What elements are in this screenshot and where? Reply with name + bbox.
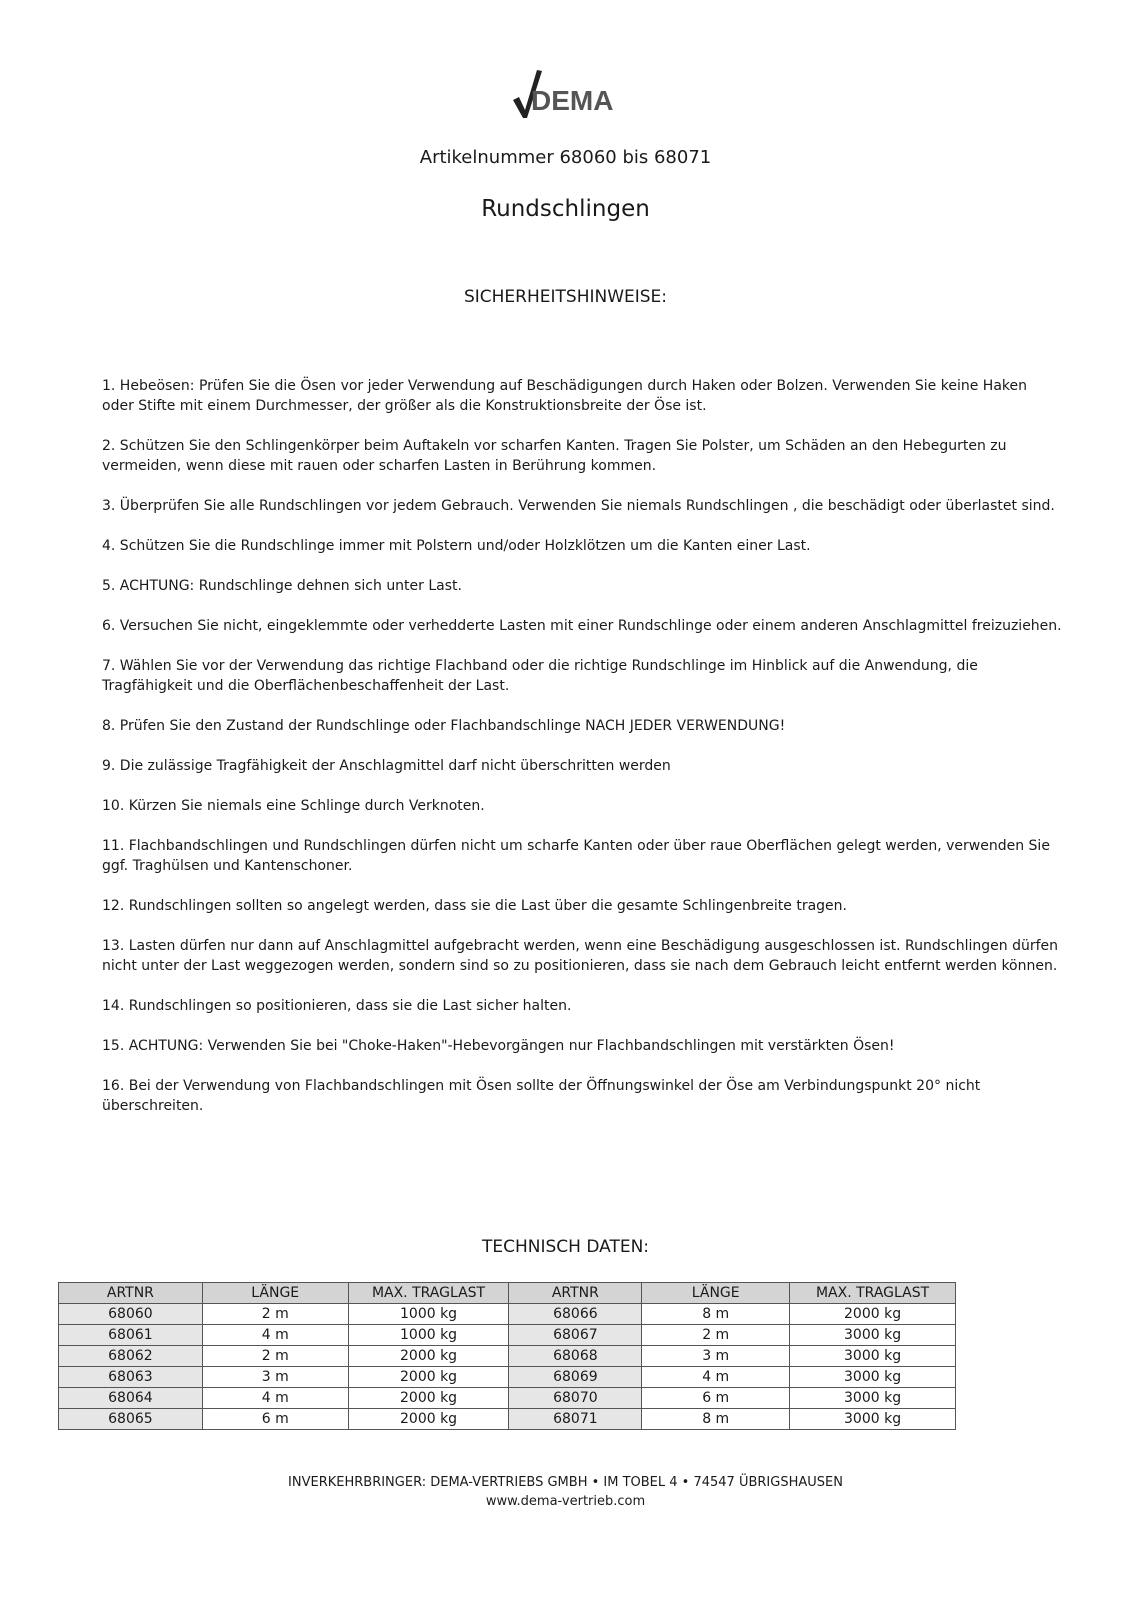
table-cell: 68063 — [59, 1367, 203, 1388]
table-cell: 2000 kg — [790, 1304, 956, 1325]
column-header: MAX. TRAGLAST — [348, 1283, 509, 1304]
table-cell: 1000 kg — [348, 1304, 509, 1325]
safety-note: 12. Rundschlingen sollten so angelegt werden, dass sie die Last über die gesamte Schlingenbreite tragen. — [102, 898, 847, 914]
safety-note: 13. Lasten dürfen nur dann auf Anschlagmittel aufgebracht werden, wenn eine Beschädigung ausgeschlossen ist. Rundschlingen dürfen nicht unter der Last weggezogen werden, sondern sind so zu positionieren, dass sie nach dem Gebrauch leicht entfernt werden können. — [102, 938, 1058, 974]
table-cell: 6 m — [202, 1409, 348, 1430]
table-cell: 8 m — [642, 1304, 790, 1325]
safety-note: 10. Kürzen Sie niemals eine Schlinge durch Verknoten. — [102, 798, 485, 814]
table-cell: 3000 kg — [790, 1388, 956, 1409]
safety-note: 9. Die zulässige Tragfähigkeit der Anschlagmittel darf nicht überschritten werden — [102, 758, 671, 774]
table-cell: 68069 — [509, 1367, 642, 1388]
dema-logo — [509, 66, 619, 126]
safety-note: 2. Schützen Sie den Schlingenkörper beim Auftakeln vor scharfen Kanten. Tragen Sie Polster, um Schäden an den Hebegurten zu vermeiden, wenn diese mit rauen oder scharfen Lasten in Berührung kommen. — [102, 438, 1007, 474]
table-cell: 68071 — [509, 1409, 642, 1430]
table-cell: 1000 kg — [348, 1325, 509, 1346]
table-cell: 3 m — [202, 1367, 348, 1388]
table-cell: 68064 — [59, 1388, 203, 1409]
table-cell: 68061 — [59, 1325, 203, 1346]
safety-title: SICHERHEITSHINWEISE: — [463, 287, 668, 307]
safety-notes — [102, 376, 1062, 1136]
safety-note: 5. ACHTUNG: Rundschlinge dehnen sich unter Last. — [102, 578, 462, 594]
safety-note: 11. Flachbandschlingen und Rundschlingen dürfen nicht um scharfe Kanten oder über raue Oberflächen gelegt werden, verwenden Sie ggf. Traghülsen und Kantenschoner. — [102, 838, 1050, 874]
table-cell: 68065 — [59, 1409, 203, 1430]
safety-note: 7. Wählen Sie vor der Verwendung das richtige Flachband oder die richtige Rundschlinge im Hinblick auf die Anwendung, die Tragfähigkeit und die Oberflächenbeschaffenheit der Last. — [102, 658, 978, 694]
table-cell: 3000 kg — [790, 1409, 956, 1430]
table-cell: 68067 — [509, 1325, 642, 1346]
table-header-row — [59, 1283, 956, 1304]
table-cell: 2000 kg — [348, 1388, 509, 1409]
table-cell: 4 m — [642, 1367, 790, 1388]
table-row — [59, 1367, 956, 1388]
table-cell: 3000 kg — [790, 1367, 956, 1388]
article-number: Artikelnummer 68060 bis 68071 — [419, 147, 712, 168]
table-cell: 2000 kg — [348, 1346, 509, 1367]
table-cell: 4 m — [202, 1325, 348, 1346]
table-cell: 4 m — [202, 1388, 348, 1409]
table-cell: 3 m — [642, 1346, 790, 1367]
column-header: ARTNR — [509, 1283, 642, 1304]
table-cell: 6 m — [642, 1388, 790, 1409]
footer-website: www.dema-vertrieb.com — [485, 1494, 646, 1509]
tech-title: TECHNISCH DATEN: — [481, 1237, 650, 1257]
column-header: LÄNGE — [202, 1283, 348, 1304]
table-cell: 68062 — [59, 1346, 203, 1367]
table-cell: 2000 kg — [348, 1409, 509, 1430]
tech-table — [58, 1282, 956, 1430]
column-header: ARTNR — [59, 1283, 203, 1304]
footer-address: INVERKEHRBRINGER: DEMA-VERTRIEBS GMBH • IM TOBEL 4 • 74547 ÜBRIGSHAUSEN — [288, 1475, 843, 1490]
logo-text: DEMA — [531, 85, 614, 116]
table-cell: 3000 kg — [790, 1346, 956, 1367]
table-row — [59, 1346, 956, 1367]
table-cell: 68068 — [509, 1346, 642, 1367]
table-row — [59, 1388, 956, 1409]
table-cell: 3000 kg — [790, 1325, 956, 1346]
table-cell: 68066 — [509, 1304, 642, 1325]
safety-note: 15. ACHTUNG: Verwenden Sie bei "Choke-Haken"-Hebevorgängen nur Flachbandschlingen mit verstärkten Ösen! — [102, 1038, 895, 1054]
table-cell: 2 m — [642, 1325, 790, 1346]
safety-note: 16. Bei der Verwendung von Flachbandschlingen mit Ösen sollte der Öffnungswinkel der Öse am Verbindungspunkt 20° nicht überschreiten. — [102, 1078, 981, 1114]
table-cell: 2 m — [202, 1346, 348, 1367]
safety-note: 1. Hebeösen: Prüfen Sie die Ösen vor jeder Verwendung auf Beschädigungen durch Haken oder Bolzen. Verwenden Sie keine Haken oder Stifte mit einem Durchmesser, der größer als die Konstruktionsbreite der Öse ist. — [102, 378, 1027, 414]
column-header: MAX. TRAGLAST — [790, 1283, 956, 1304]
column-header: LÄNGE — [642, 1283, 790, 1304]
table-cell: 2000 kg — [348, 1367, 509, 1388]
table-cell: 68060 — [59, 1304, 203, 1325]
safety-note: 3. Überprüfen Sie alle Rundschlingen vor jedem Gebrauch. Verwenden Sie niemals Rundschlingen , die beschädigt oder überlastet sind. — [102, 498, 1055, 514]
table-row — [59, 1325, 956, 1346]
safety-note: 6. Versuchen Sie nicht, eingeklemmte oder verhedderte Lasten mit einer Rundschlinge oder einem anderen Anschlagmittel freizuziehen. — [102, 618, 1062, 634]
safety-note: 4. Schützen Sie die Rundschlinge immer mit Polstern und/oder Holzklötzen um die Kanten einer Last. — [102, 538, 811, 554]
safety-note: 14. Rundschlingen so positionieren, dass sie die Last sicher halten. — [102, 998, 572, 1014]
table-cell: 2 m — [202, 1304, 348, 1325]
page-title: Rundschlingen — [481, 196, 650, 222]
table-cell: 68070 — [509, 1388, 642, 1409]
table-row — [59, 1304, 956, 1325]
table-cell: 8 m — [642, 1409, 790, 1430]
table-row — [59, 1409, 956, 1430]
safety-note: 8. Prüfen Sie den Zustand der Rundschlinge oder Flachbandschlinge NACH JEDER VERWENDUNG! — [102, 718, 786, 734]
